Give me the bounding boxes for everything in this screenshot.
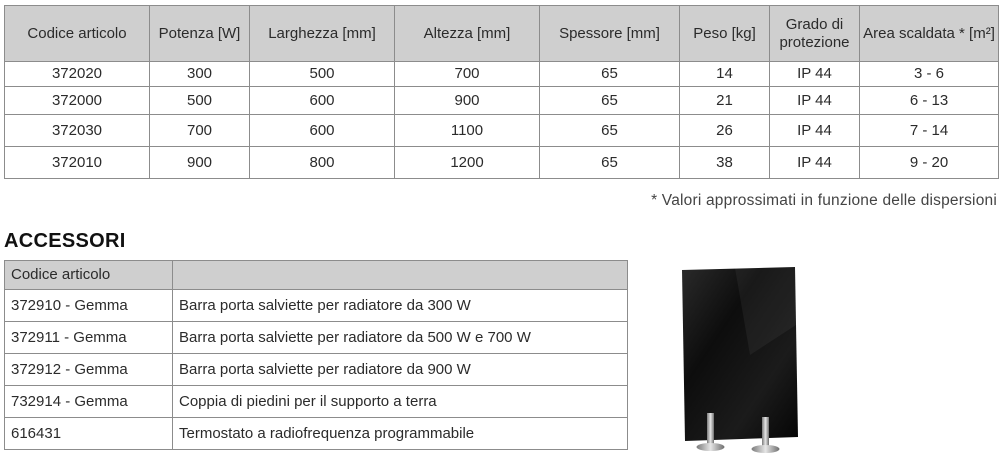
header-grado: Grado di protezione <box>770 6 860 62</box>
header-description <box>173 261 628 290</box>
cell-altezza: 1200 <box>395 147 540 179</box>
cell-area: 7 - 14 <box>860 115 999 147</box>
cell-description: Termostato a radiofrequenza programmabile <box>173 418 628 450</box>
cell-grado: IP 44 <box>770 87 860 115</box>
left-foot-post <box>707 413 714 445</box>
cell-larghezza: 600 <box>250 87 395 115</box>
header-codice: Codice articolo <box>5 261 173 290</box>
specs-header-row <box>5 6 999 62</box>
cell-codice: 732914 - Gemma <box>5 386 173 418</box>
cell-spessore: 65 <box>540 62 680 87</box>
header-potenza: Potenza [W] <box>150 6 250 62</box>
cell-area: 6 - 13 <box>860 87 999 115</box>
table-row <box>5 147 999 179</box>
cell-description: Coppia di piedini per il supporto a terra <box>173 386 628 418</box>
cell-potenza: 300 <box>150 62 250 87</box>
accessories-title: ACCESSORI <box>4 230 126 252</box>
cell-codice: 372911 - Gemma <box>5 322 173 354</box>
cell-codice: 372912 - Gemma <box>5 354 173 386</box>
cell-codice: 372000 <box>5 87 150 115</box>
cell-grado: IP 44 <box>770 62 860 87</box>
cell-codice: 616431 <box>5 418 173 450</box>
cell-altezza: 1100 <box>395 115 540 147</box>
header-peso: Peso [kg] <box>680 6 770 62</box>
cell-spessore: 65 <box>540 147 680 179</box>
cell-larghezza: 500 <box>250 62 395 87</box>
table-row <box>5 87 999 115</box>
cell-description: Barra porta salviette per radiatore da 300 W <box>173 290 628 322</box>
cell-potenza: 700 <box>150 115 250 147</box>
specs-table <box>4 5 999 179</box>
cell-codice: 372030 <box>5 115 150 147</box>
cell-altezza: 700 <box>395 62 540 87</box>
right-foot-post <box>762 417 769 447</box>
cell-area: 9 - 20 <box>860 147 999 179</box>
cell-altezza: 900 <box>395 87 540 115</box>
cell-grado: IP 44 <box>770 115 860 147</box>
cell-codice: 372020 <box>5 62 150 87</box>
cell-spessore: 65 <box>540 115 680 147</box>
cell-description: Barra porta salviette per radiatore da 900 W <box>173 354 628 386</box>
cell-grado: IP 44 <box>770 147 860 179</box>
table-row <box>5 290 628 322</box>
cell-larghezza: 600 <box>250 115 395 147</box>
header-altezza: Altezza [mm] <box>395 6 540 62</box>
cell-peso: 21 <box>680 87 770 115</box>
cell-larghezza: 800 <box>250 147 395 179</box>
cell-peso: 14 <box>680 62 770 87</box>
left-foot-base <box>697 443 725 451</box>
footnote: * Valori approssimati in funzione delle dispersioni <box>651 192 997 209</box>
header-spessore: Spessore [mm] <box>540 6 680 62</box>
right-foot-base <box>752 445 780 453</box>
accessories-table <box>4 260 628 450</box>
cell-peso: 26 <box>680 115 770 147</box>
table-row <box>5 418 628 450</box>
cell-description: Barra porta salviette per radiatore da 500 W e 700 W <box>173 322 628 354</box>
cell-area: 3 - 6 <box>860 62 999 87</box>
table-row <box>5 354 628 386</box>
header-larghezza: Larghezza [mm] <box>250 6 395 62</box>
cell-peso: 38 <box>680 147 770 179</box>
header-codice: Codice articolo <box>5 6 150 62</box>
cell-potenza: 500 <box>150 87 250 115</box>
cell-codice: 372010 <box>5 147 150 179</box>
header-area: Area scaldata * [m²] <box>860 6 999 62</box>
table-row <box>5 62 999 87</box>
cell-codice: 372910 - Gemma <box>5 290 173 322</box>
radiator-product-image <box>655 265 815 460</box>
table-row <box>5 115 999 147</box>
table-row <box>5 322 628 354</box>
cell-spessore: 65 <box>540 87 680 115</box>
cell-potenza: 900 <box>150 147 250 179</box>
accessories-header-row <box>5 261 628 290</box>
table-row <box>5 386 628 418</box>
